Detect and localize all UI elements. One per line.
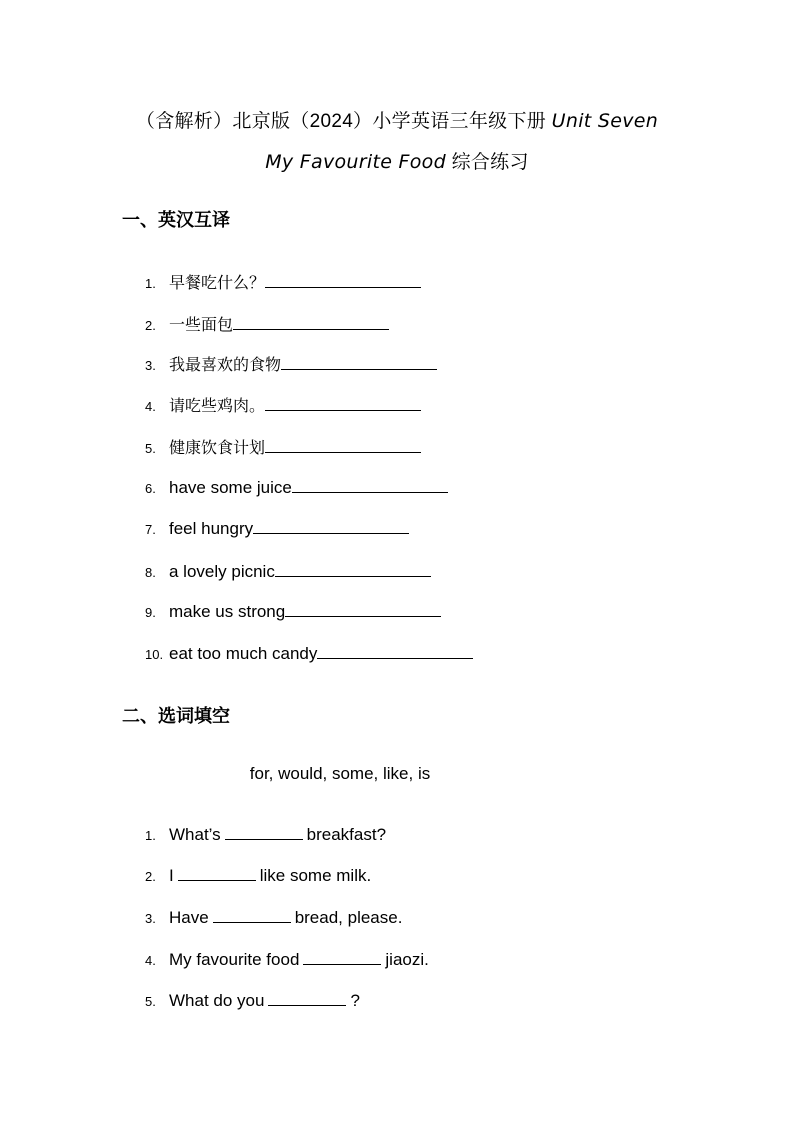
translation-item [145, 478, 448, 502]
item-number: 8. [145, 565, 156, 580]
item-text: 请吃些鸡肉。 [169, 396, 266, 415]
item-number: 1. [145, 276, 156, 291]
item-text: 一些面包 [169, 315, 234, 334]
answer-blank[interactable] [265, 396, 421, 411]
item-text: 我最喜欢的食物 [169, 355, 282, 374]
sentence-before: What’s [169, 825, 221, 844]
item-text: have some juice [169, 478, 292, 497]
item-number: 7. [145, 522, 156, 537]
item-number: 10. [145, 647, 164, 662]
translation-item [145, 435, 421, 459]
item-number: 4. [145, 953, 156, 968]
item-number: 6. [145, 481, 156, 496]
item-number: 2. [145, 869, 156, 884]
answer-blank[interactable] [213, 908, 291, 923]
document-title-line1 [0, 106, 794, 133]
fill-blank-item [145, 908, 402, 932]
answer-blank[interactable] [285, 602, 441, 617]
title-unit-name: My Favourite Food [265, 151, 446, 173]
answer-blank[interactable] [292, 478, 448, 493]
sentence-after: like some milk. [259, 866, 372, 885]
translation-item [145, 644, 473, 668]
title-chinese: （含解析）北京版（2024）小学英语三年级下册 [135, 111, 547, 132]
sentence-after: ? [350, 991, 360, 1010]
item-number: 4. [145, 399, 156, 414]
fill-blank-item [145, 825, 386, 849]
translation-item [145, 562, 431, 586]
section1-heading: 一、英汉互译 [122, 210, 230, 231]
translation-item [145, 352, 437, 376]
answer-blank[interactable] [268, 991, 346, 1006]
translation-item [145, 602, 441, 626]
item-number: 3. [145, 358, 156, 373]
answer-blank[interactable] [265, 438, 421, 453]
answer-blank[interactable] [178, 866, 256, 881]
sentence-after: breakfast? [306, 825, 387, 844]
sentence-after: bread, please. [294, 908, 403, 927]
item-number: 3. [145, 911, 156, 926]
item-text: 早餐吃什么？ [169, 273, 266, 292]
word-bank-text: for, would, some, like, is [249, 764, 431, 783]
item-number: 5. [145, 994, 156, 1009]
sentence-before: What do you [169, 991, 265, 1010]
translation-item [145, 270, 421, 294]
answer-blank[interactable] [225, 825, 303, 840]
fill-blank-item [145, 991, 360, 1015]
item-text: 健康饮食计划 [169, 438, 266, 457]
item-number: 2. [145, 318, 156, 333]
answer-blank[interactable] [303, 950, 381, 965]
answer-blank[interactable] [275, 562, 431, 577]
fill-blank-item [145, 950, 429, 974]
item-number: 5. [145, 441, 156, 456]
item-text: a lovely picnic [169, 562, 275, 581]
item-number: 1. [145, 828, 156, 843]
answer-blank[interactable] [233, 315, 389, 330]
translation-item [145, 519, 409, 543]
item-number: 9. [145, 605, 156, 620]
word-bank [0, 764, 740, 784]
answer-blank[interactable] [253, 519, 409, 534]
document-title-line2 [0, 147, 794, 174]
title-suffix: 综合练习 [451, 152, 529, 173]
sentence-before: My favourite food [169, 950, 300, 969]
item-text: feel hungry [169, 519, 254, 538]
translation-item [145, 393, 421, 417]
sentence-after: jiaozi. [385, 950, 429, 969]
item-text: eat too much candy [169, 644, 318, 663]
answer-blank[interactable] [265, 273, 421, 288]
section2-heading: 二、选词填空 [122, 706, 230, 727]
answer-blank[interactable] [317, 644, 473, 659]
sentence-before: I [169, 866, 174, 885]
title-unit: Unit Seven [551, 110, 659, 132]
fill-blank-item [145, 866, 371, 890]
translation-item [145, 312, 389, 336]
item-text: make us strong [169, 602, 286, 621]
answer-blank[interactable] [281, 355, 437, 370]
sentence-before: Have [169, 908, 209, 927]
